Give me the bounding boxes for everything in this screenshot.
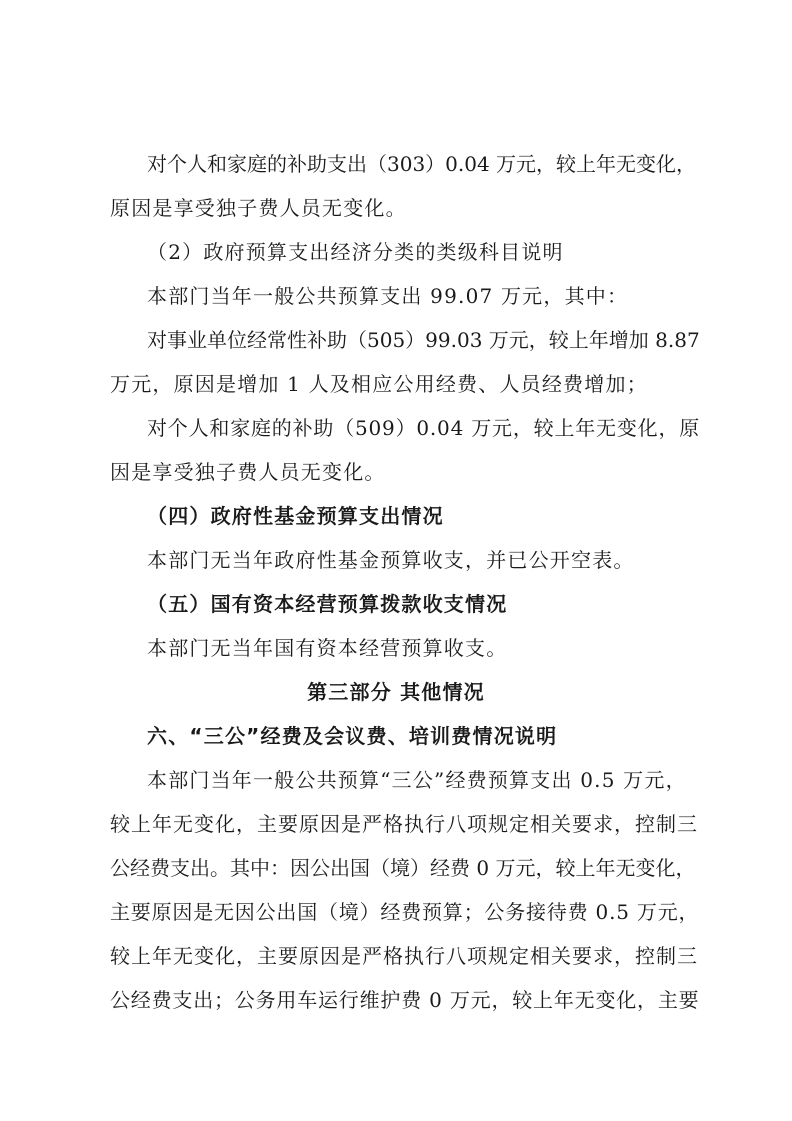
paragraph-line: 主要原因是无因公出国（境）经费预算；公务接待费 0.5 万元， [110,900,700,924]
paragraph-line: 对事业单位经常性补助（505）99.03 万元，较上年增加 8.87 [147,328,700,352]
paragraph-line: 较上年无变化，主要原因是严格执行八项规定相关要求，控制三 [110,812,698,836]
paragraph-line: 对个人和家庭的补助支出（303）0.04 万元，较上年无变化， [147,152,697,176]
paragraph-line: 本部门当年一般公共预算支出 99.07 万元，其中： [147,284,629,308]
paragraph-line: 本部门无当年政府性基金预算收支，并已公开空表。 [147,548,635,572]
section-heading-six: 六、“三公”经费及会议费、培训费情况说明 [147,724,558,748]
paragraph-line: 原因是享受独子费人员无变化。 [110,196,407,220]
part-title: 第三部分 其他情况 [307,680,485,704]
section-heading-five: （五）国有资本经营预算拨款收支情况 [147,592,508,616]
paragraph-line: 公经费支出。其中：因公出国（境）经费 0 万元，较上年无变化， [110,856,696,880]
paragraph-line: 本部门当年一般公共预算“三公”经费预算支出 0.5 万元， [147,768,687,792]
paragraph-line: 公经费支出；公务用车运行维护费 0 万元，较上年无变化，主要 [110,988,700,1012]
paragraph-line: 对个人和家庭的补助（509）0.04 万元，较上年无变化，原 [147,416,701,440]
paragraph-line: 较上年无变化，主要原因是严格执行八项规定相关要求，控制三 [110,944,698,968]
paragraph-line: 本部门无当年国有资本经营预算收支。 [147,636,508,660]
section-heading-four: （四）政府性基金预算支出情况 [147,504,444,528]
paragraph-line: 因是享受独子费人员无变化。 [110,460,386,484]
paragraph-line: 万元，原因是增加 1 人及相应公用经费、人员经费增加； [110,372,648,396]
section-subheading: （2）政府预算支出经济分类的类级科目说明 [147,240,564,264]
